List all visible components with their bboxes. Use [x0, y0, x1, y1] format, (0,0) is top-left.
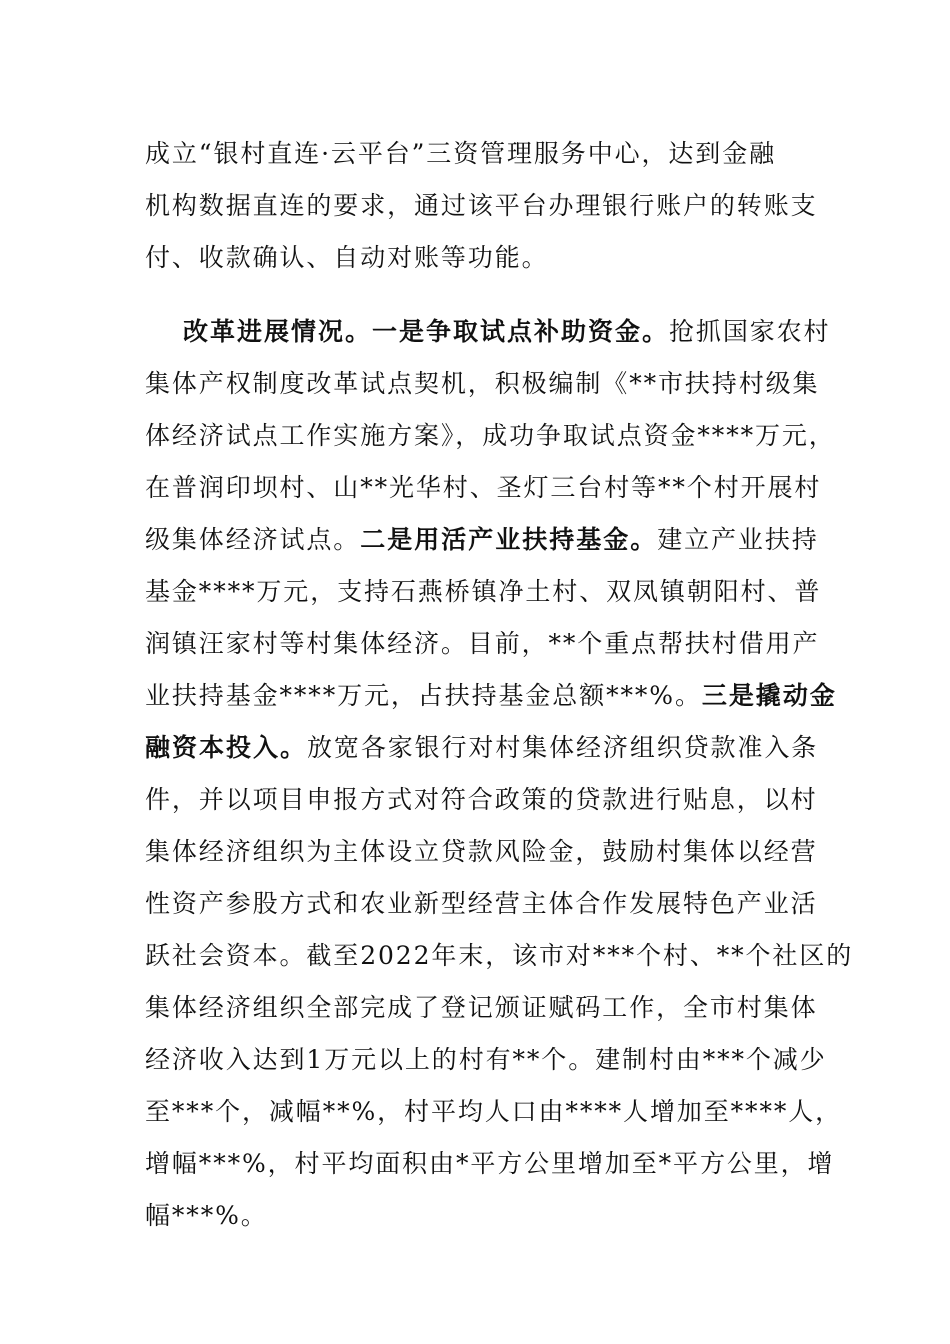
text-line — [145, 670, 837, 722]
text-line: 润镇汪家村等村集体经济。目前，**个重点帮扶村借用产 — [145, 629, 820, 658]
text-line: 在普润印坝村、山**光华村、圣灯三台村等**个村开展村 — [145, 473, 822, 502]
text-line: 体经济试点工作实施方案》，成功争取试点资金****万元， — [145, 421, 836, 450]
text-segment: 级集体经济试点。 — [145, 525, 361, 554]
text-line — [145, 722, 825, 774]
section-heading: 改革进展情况。 — [183, 317, 373, 346]
document-body — [145, 128, 854, 1242]
text-segment: 建立产业扶持 — [657, 525, 819, 554]
paragraph-reform-progress — [145, 306, 854, 1242]
text-line: 增幅***%，村平均面积由*平方公里增加至*平方公里，增 — [145, 1149, 835, 1178]
text-segment: 抢抓国家农村 — [669, 317, 831, 346]
text-segment: 业扶持基金****万元，占扶持基金总额***%。 — [145, 681, 702, 710]
text-line: 机构数据直连的要求，通过该平台办理银行账户的转账支 — [145, 191, 818, 220]
text-line — [145, 514, 825, 566]
point-title: 融资本投入。 — [145, 733, 308, 762]
text-line: 基金****万元，支持石燕桥镇净土村、双凤镇朝阳村、普 — [145, 577, 822, 606]
text-line — [145, 306, 831, 358]
text-line: 件，并以项目申报方式对符合政策的贷款进行贴息，以村 — [145, 785, 818, 814]
point-title: 三是撬动金 — [701, 681, 837, 710]
text-line: 集体经济组织为主体设立贷款风险金，鼓励村集体以经营 — [145, 837, 818, 866]
text-line: 集体产权制度改革试点契机，积极编制《**市扶持村级集 — [145, 369, 820, 398]
point-title: 一是争取试点补助资金。 — [372, 317, 670, 346]
text-line: 经济收入达到1万元以上的村有**个。建制村由***个减少 — [145, 1045, 827, 1074]
text-line: 付、收款确认、自动对账等功能。 — [145, 243, 549, 272]
text-line: 性资产参股方式和农业新型经营主体合作发展特色产业活 — [145, 889, 818, 918]
paragraph-gap — [145, 284, 825, 306]
text-line: 成立“银村直连·云平台”三资管理服务中心，达到金融 — [145, 139, 777, 168]
text-segment: 放宽各家银行对村集体经济组织贷款准入条 — [307, 733, 819, 762]
text-line: 集体经济组织全部完成了登记颁证赋码工作，全市村集体 — [145, 993, 818, 1022]
text-line: 跃社会资本。截至2022年末，该市对***个村、**个社区的 — [145, 941, 854, 970]
paragraph-platform — [145, 128, 825, 284]
text-line: 幅***%。 — [145, 1201, 268, 1230]
point-title: 二是用活产业扶持基金。 — [360, 525, 658, 554]
text-line: 至***个，减幅**%，村平均人口由****人增加至****人， — [145, 1097, 843, 1126]
